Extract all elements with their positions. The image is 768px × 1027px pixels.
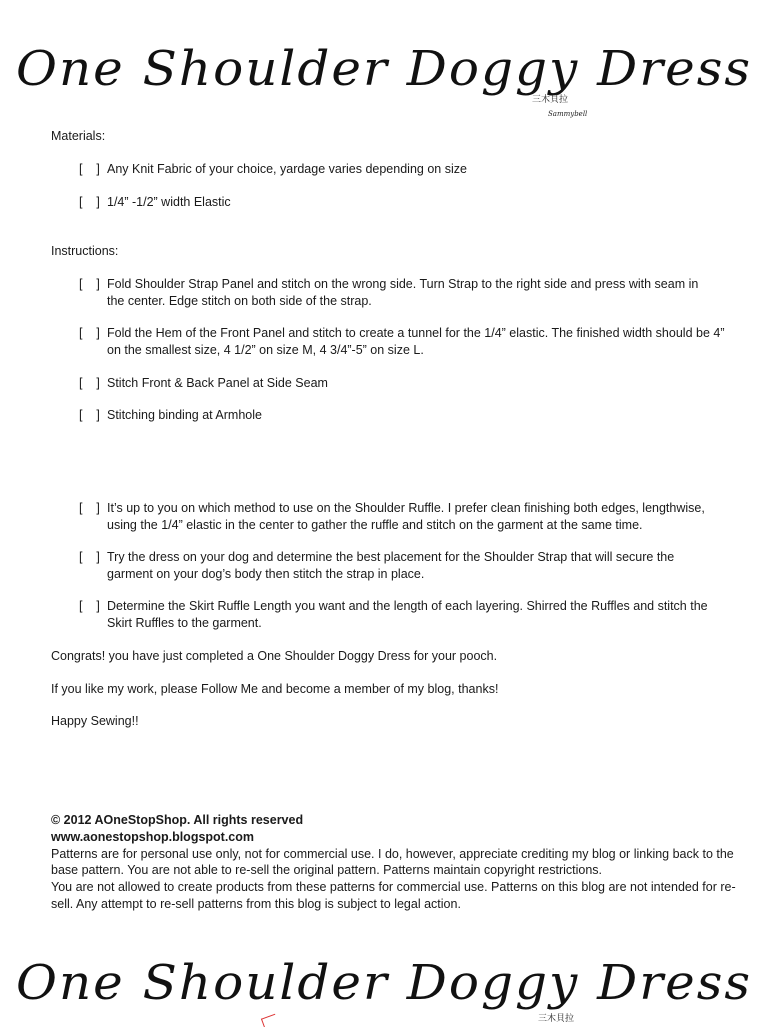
page-title: One Shoulder Doggy Dress <box>15 41 753 97</box>
instructions-item-2: Fold the Hem of the Front Panel and stitch to create a tunnel for the 1/4” elastic. The finished width should be 4” on the smallest size, 4 1/2” on size M, 4 3/4”-5” on size L. <box>107 326 725 357</box>
materials-heading: Materials: <box>51 129 106 143</box>
instructions-heading: Instructions: <box>51 244 119 258</box>
instructions-checkbox-2: [ ] <box>79 326 100 340</box>
instructions-checkbox-3: [ ] <box>79 376 100 390</box>
materials-checkbox-2: [ ] <box>79 195 100 209</box>
materials-item-2: 1/4” -1/2” width Elastic <box>107 195 231 209</box>
instructions-item-7: Determine the Skirt Ruffle Length you want and the length of each layering. Shirred the Ruffles and stitch the Skirt Ruffles to the garment. <box>107 599 708 630</box>
instructions-item-4: Stitching binding at Armhole <box>107 408 262 422</box>
usage-notice: Patterns are for personal use only, not for commercial use. I do, however, appreciate crediting my blog or linking back to the base pattern. You are not able to re-sell the original pattern. Patterns maintain copyright restrictions. <box>51 846 734 878</box>
follow-text: If you like my work, please Follow Me and become a member of my blog, thanks! <box>51 682 499 696</box>
instructions-checkbox-7: [ ] <box>79 599 100 613</box>
instructions-checkbox-1: [ ] <box>79 277 100 291</box>
instructions-checkbox-4: [ ] <box>79 408 100 422</box>
instructions-checkbox-5: [ ] <box>79 501 100 515</box>
materials-item-1: Any Knit Fabric of your choice, yardage varies depending on size <box>107 162 467 176</box>
next-page-signature-chinese: 三木貝拉 <box>538 1014 575 1024</box>
website-link[interactable]: www.aonestopshop.blogspot.com <box>51 829 255 844</box>
resale-notice: You are not allowed to create products from these patterns for commercial use. Patterns on this blog are not intended for re-sell. Any attempt to re-sell patterns from this blog is subject to legal action. <box>51 880 736 911</box>
instructions-item-5: It’s up to you on which method to use on the Shoulder Ruffle. I prefer clean finishing both edges, lengthwise, using the 1/4” elastic in the center to gather the ruffle and stitch on the garment at the same time. <box>107 501 705 532</box>
copyright-footer <box>51 812 741 913</box>
instructions-item-6: Try the dress on your dog and determine the best placement for the Shoulder Strap that will secure the garment on your dog’s body then stitch the strap in place. <box>107 550 675 581</box>
instructions-item-1: Fold Shoulder Strap Panel and stitch on the wrong side. Turn Strap to the right side and press with seam in the center. Edge stitch on both side of the strap. <box>107 277 699 308</box>
copyright-text: © 2012 AOneStopShop. All rights reserved <box>51 813 304 827</box>
instructions-checkbox-6: [ ] <box>79 550 100 564</box>
materials-checkbox-1: [ ] <box>79 162 100 176</box>
instructions-item-3: Stitch Front & Back Panel at Side Seam <box>107 376 328 390</box>
next-page-title: One Shoulder Doggy Dress <box>15 955 753 1011</box>
signature-chinese: 三木貝拉 <box>532 95 569 105</box>
signoff-text: Happy Sewing!! <box>51 714 139 728</box>
decorative-mark <box>261 1014 278 1027</box>
signature-english: Sammybell <box>548 110 588 118</box>
congrats-text: Congrats! you have just completed a One Shoulder Doggy Dress for your pooch. <box>51 649 498 663</box>
